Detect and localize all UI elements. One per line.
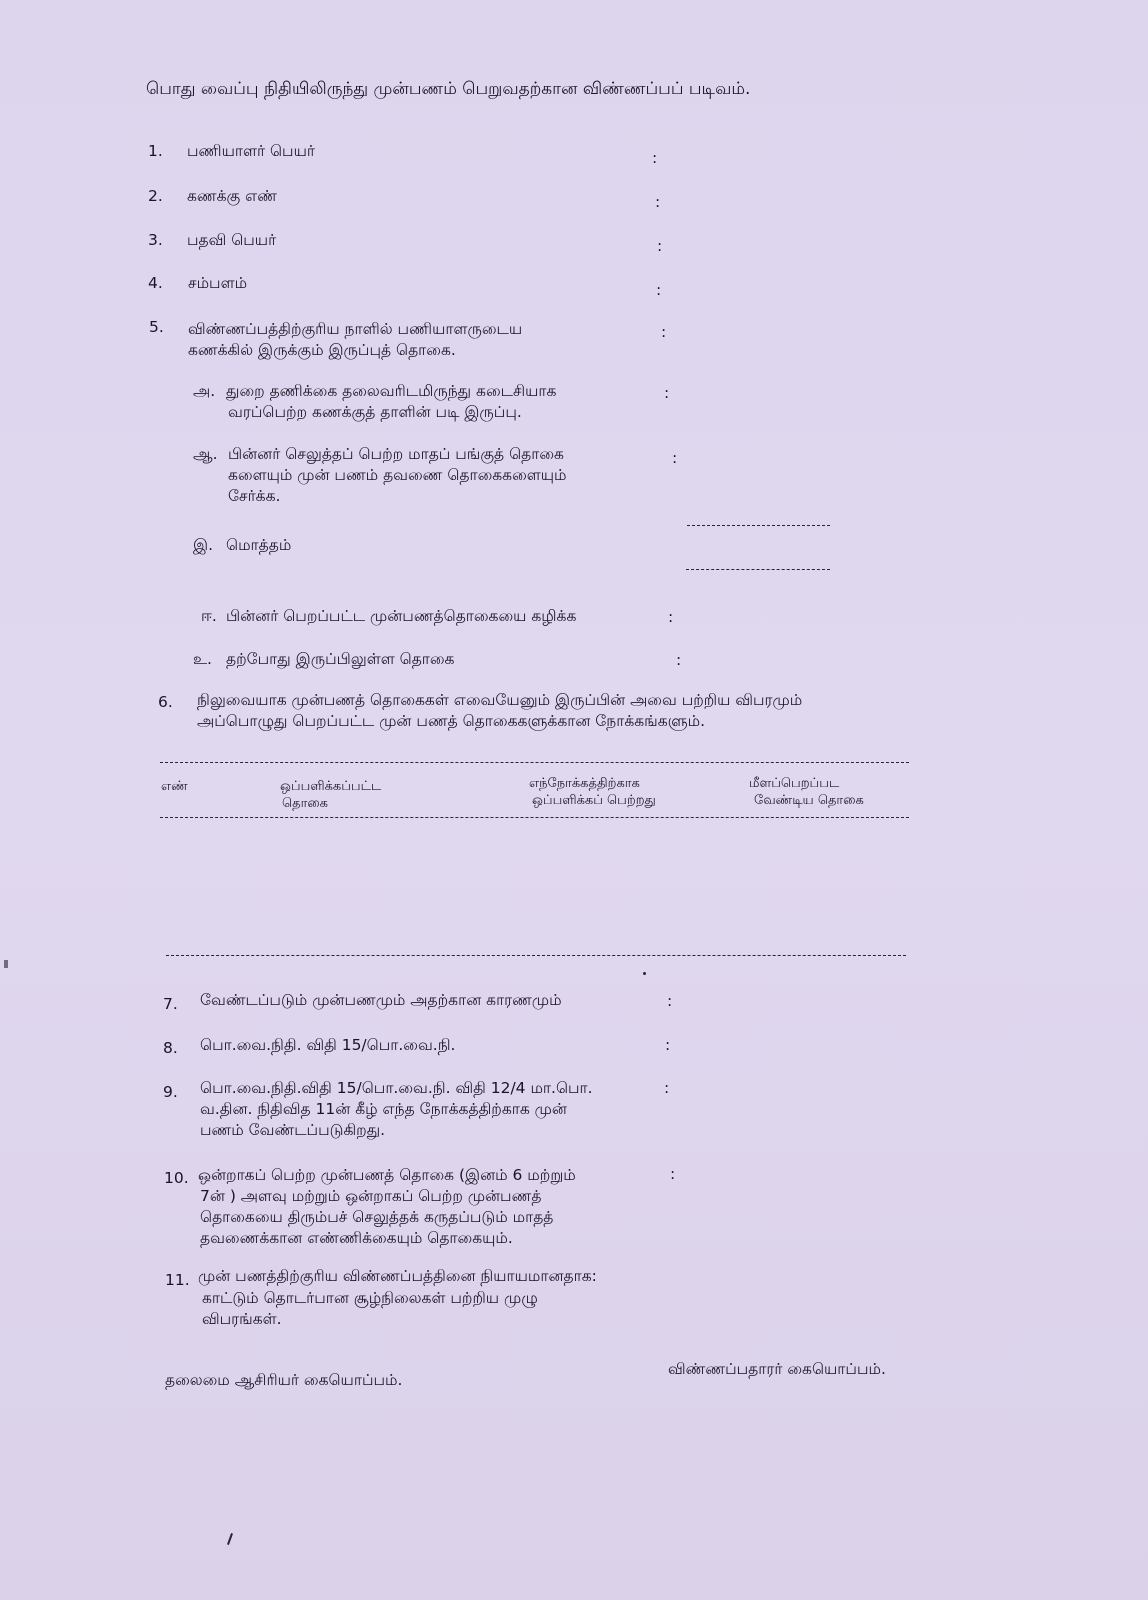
item-label-line-1: பொ.வை.நிதி.விதி 15/பொ.வை.நி. விதி 12/4 மா.பொ. bbox=[200, 1079, 593, 1097]
table-header-number: எண் bbox=[161, 779, 188, 794]
subitem-label: உ. bbox=[193, 650, 212, 668]
item-label-line-1: ஒன்றாகப் பெற்ற முன்பணத் தொகை (இனம் 6 மற்றும் bbox=[198, 1166, 576, 1184]
item-label-line-1: விண்ணப்பத்திற்குரிய நாளில் பணியாளருடைய bbox=[188, 320, 523, 338]
item-label: கணக்கு எண் bbox=[187, 187, 277, 205]
item-number: 1. bbox=[148, 142, 163, 160]
item-number: 7. bbox=[163, 995, 178, 1013]
item-number: 11. bbox=[165, 1271, 190, 1289]
table-header-rule bbox=[160, 817, 909, 818]
colon: : bbox=[676, 651, 682, 669]
subitem-text-line-2: களையும் முன் பணம் தவணை தொகைகளையும் bbox=[228, 466, 567, 484]
subitem-text-line-1: மொத்தம் bbox=[226, 536, 292, 554]
total-dashed-line bbox=[686, 569, 830, 570]
colon: : bbox=[656, 281, 662, 299]
item-number: 4. bbox=[148, 274, 163, 292]
item-label-line-2: வ.தின. நிதிவித 11ன் கீழ் எந்த நோக்கத்திற்காக முன் bbox=[200, 1100, 567, 1118]
table-header-recoverable-line-2: வேண்டிய தொகை bbox=[754, 793, 864, 808]
colon: : bbox=[672, 449, 678, 467]
colon: : bbox=[665, 1036, 671, 1054]
subitem-label: அ. bbox=[193, 382, 216, 400]
item-label-line-1: முன் பணத்திற்குரிய விண்ணப்பத்தினை நியாயமானதாக: bbox=[198, 1267, 597, 1285]
colon: : bbox=[652, 149, 658, 167]
item-label: சம்பளம் bbox=[188, 274, 248, 292]
item-number: 3. bbox=[148, 231, 163, 249]
item-number: 9. bbox=[163, 1083, 178, 1101]
subitem-label: ஈ. bbox=[201, 607, 217, 625]
table-header-purpose-line-1: எந்நோக்கத்திற்காக bbox=[529, 776, 640, 791]
headmaster-signature-label: தலைமை ஆசிரியர் கையொப்பம். bbox=[165, 1371, 403, 1389]
scan-dot bbox=[643, 972, 646, 975]
subitem-text-line-3: சேர்க்க. bbox=[228, 487, 281, 505]
item-number: 2. bbox=[148, 187, 163, 205]
item-label-line-2: 7ன் ) அளவு மற்றும் ஒன்றாகப் பெற்ற முன்பணத் bbox=[200, 1187, 542, 1205]
table-header-purpose-line-2: ஒப்பளிக்கப் பெற்றது bbox=[532, 793, 656, 808]
scan-mark bbox=[4, 960, 8, 968]
item-label-line-3: தொகையை திரும்பச் செலுத்தக் கருதப்படும் மாதத் bbox=[200, 1208, 554, 1226]
subitem-text-line-1: பின்னர் செலுத்தப் பெற்ற மாதப் பங்குத் தொகை bbox=[228, 445, 564, 463]
subitem-text-line-1: தற்போது இருப்பிலுள்ள தொகை bbox=[226, 650, 455, 668]
table-header-sanctioned-amount-line-1: ஒப்பளிக்கப்பட்ட bbox=[280, 779, 382, 794]
colon: : bbox=[667, 992, 673, 1010]
item-label: பதவி பெயர் bbox=[187, 231, 277, 249]
colon: : bbox=[668, 608, 674, 626]
item-number: 10. bbox=[164, 1169, 189, 1187]
subitem-text-line-1: துறை தணிக்கை தலைவரிடமிருந்து கடைசியாக bbox=[226, 382, 557, 400]
subitem-label: ஆ. bbox=[193, 445, 218, 463]
item-label: பணியாளர் பெயர் bbox=[187, 142, 315, 160]
colon: : bbox=[670, 1165, 676, 1183]
item-label-line-3: விபரங்கள். bbox=[202, 1310, 282, 1328]
scan-mark bbox=[227, 1533, 233, 1545]
subtotal-dashed-line bbox=[687, 525, 830, 526]
table-header-sanctioned-amount-line-2: தொகை bbox=[282, 796, 328, 811]
item-number: 5. bbox=[149, 318, 164, 336]
subitem-text-line-1: பின்னர் பெறப்பட்ட முன்பணத்தொகையை கழிக்க bbox=[226, 607, 577, 625]
subitem-label: இ. bbox=[193, 536, 214, 554]
colon: : bbox=[655, 193, 661, 211]
form-title: பொது வைப்பு நிதியிலிருந்து முன்பணம் பெறுவதற்கான விண்ணப்பப் படிவம். bbox=[146, 79, 751, 99]
item-label: பொ.வை.நிதி. விதி 15/பொ.வை.நி. bbox=[200, 1036, 456, 1054]
item-label-line-2: காட்டும் தொடர்பான சூழ்நிலைகள் பற்றிய முழு bbox=[202, 1289, 538, 1307]
item-label-line-2: கணக்கில் இருக்கும் இருப்புத் தொகை. bbox=[188, 341, 456, 359]
table-bottom-rule bbox=[166, 955, 906, 956]
item-label-line-3: பணம் வேண்டப்படுகிறது. bbox=[200, 1121, 386, 1139]
item-number: 8. bbox=[163, 1039, 178, 1057]
table-top-rule bbox=[160, 762, 909, 763]
colon: : bbox=[664, 384, 670, 402]
applicant-signature-label: விண்ணப்பதாரர் கையொப்பம். bbox=[668, 1360, 886, 1378]
colon: : bbox=[664, 1079, 670, 1097]
colon: : bbox=[661, 323, 667, 341]
table-header-recoverable-line-1: மீளப்பெறப்பட bbox=[749, 776, 840, 791]
item-label-line-2: அப்பொழுது பெறப்பட்ட முன் பணத் தொகைகளுக்கான நோக்கங்களும். bbox=[197, 712, 706, 730]
item-label-line-1: நிலுவையாக முன்பணத் தொகைகள் எவையேனும் இருப்பின் அவை பற்றிய விபரமும் bbox=[197, 691, 803, 709]
item-label-line-4: தவணைக்கான எண்ணிக்கையும் தொகையும். bbox=[200, 1229, 513, 1247]
colon: : bbox=[657, 237, 663, 255]
item-number: 6. bbox=[158, 693, 173, 711]
item-label: வேண்டப்படும் முன்பணமும் அதற்கான காரணமும் bbox=[200, 991, 562, 1009]
subitem-text-line-2: வரப்பெற்ற கணக்குத் தாளின் படி இருப்பு. bbox=[228, 403, 522, 421]
